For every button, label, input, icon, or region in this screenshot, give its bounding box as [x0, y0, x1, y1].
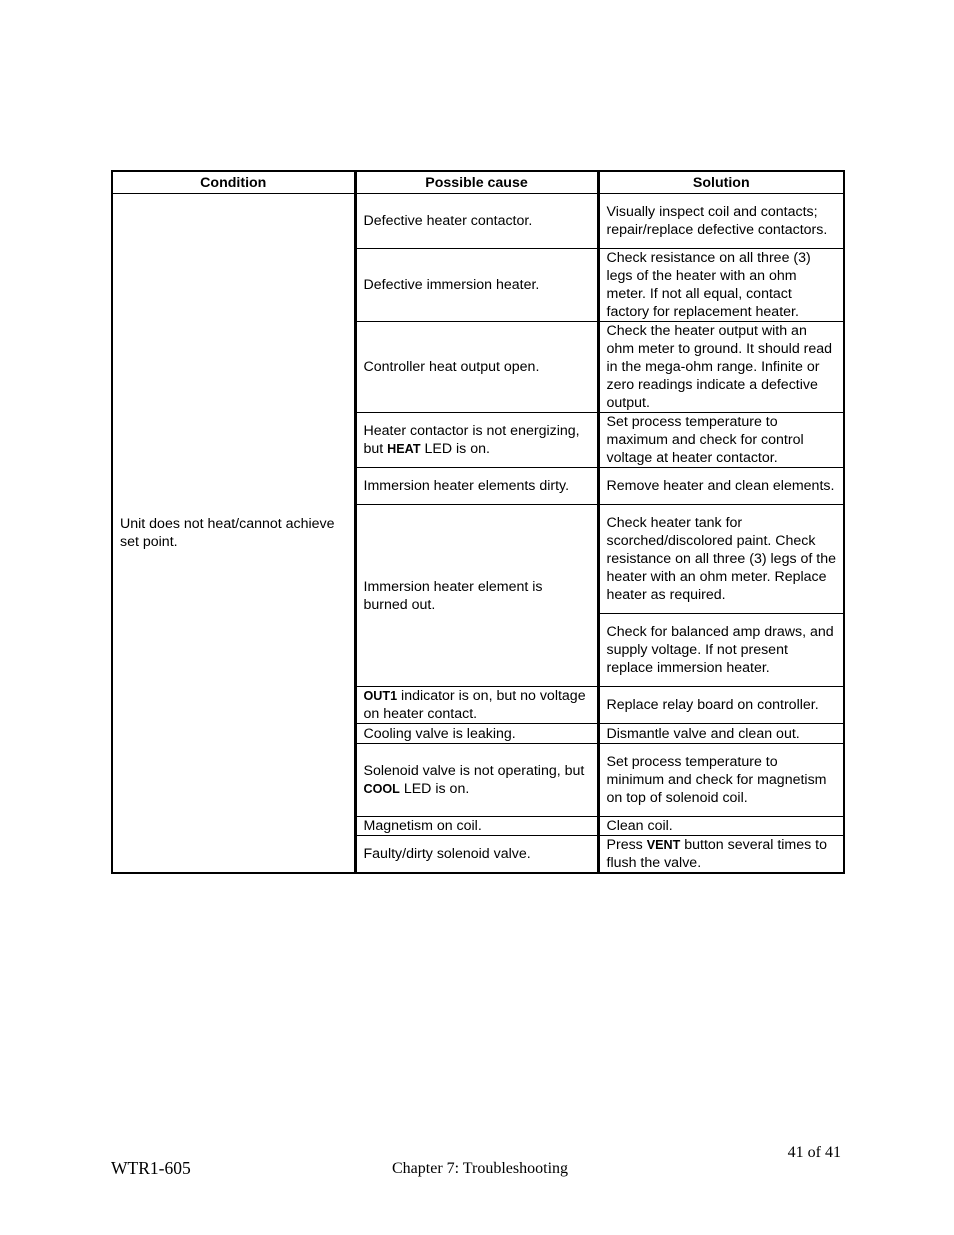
solution-cell: Set process temperature to maximum and check for control voltage at heater contactor.	[598, 413, 844, 468]
solution-cell: Visually inspect coil and contacts; repair/replace defective contactors.	[598, 194, 844, 249]
footer-document-id: WTR1-605	[111, 1158, 191, 1178]
vent-button-label: VENT	[646, 838, 681, 852]
cause-cell: Faulty/dirty solenoid valve.	[355, 836, 598, 874]
cause-cell: Controller heat output open.	[355, 322, 598, 413]
cause-cell: Magnetism on coil.	[355, 817, 598, 836]
solution-cell: Set process temperature to minimum and check for magnetism on top of solenoid coil.	[598, 744, 844, 817]
cause-text: indicator is on, but no voltage on heater contact.	[363, 688, 586, 722]
solution-cell: Check for balanced amp draws, and supply voltage. If not present replace immersion heater.	[598, 614, 844, 687]
cause-cell	[355, 413, 598, 468]
cause-text: Solenoid valve is not operating, but	[363, 763, 585, 779]
solution-cell: Check resistance on all three (3) legs of the heater with an ohm meter. If not all equal, contact factory for replacement heater.	[598, 249, 844, 322]
cause-cell	[355, 744, 598, 817]
footer-page-number: 41 of 41	[787, 1144, 841, 1161]
solution-cell	[598, 836, 844, 874]
cause-cell: Immersion heater elements dirty.	[355, 468, 598, 505]
solution-cell: Replace relay board on controller.	[598, 687, 844, 724]
header-solution: Solution	[598, 171, 844, 194]
table-row	[112, 194, 844, 249]
out1-indicator-label: OUT1	[363, 689, 398, 703]
cause-text: LED is on.	[420, 441, 490, 457]
cause-text: Heater contactor is not energizing, but	[363, 423, 580, 457]
troubleshooting-table	[111, 170, 845, 874]
cause-cell: Defective heater contactor.	[355, 194, 598, 249]
solution-cell: Clean coil.	[598, 817, 844, 836]
heat-led-label: HEAT	[387, 442, 421, 456]
solution-cell: Remove heater and clean elements.	[598, 468, 844, 505]
cause-cell: Immersion heater element is burned out.	[355, 505, 598, 687]
cool-led-label: COOL	[363, 782, 400, 796]
cause-text: LED is on.	[399, 781, 470, 797]
solution-cell: Check heater tank for scorched/discolored paint. Check resistance on all three (3) legs of the heater with an ohm meter. Replace heater as required.	[598, 505, 844, 614]
cause-cell: Defective immersion heater.	[355, 249, 598, 322]
solution-text: Press	[606, 837, 647, 853]
cause-cell: Cooling valve is leaking.	[355, 724, 598, 744]
condition-cell: Unit does not heat/cannot achieve set point.	[112, 194, 355, 874]
footer-chapter-title: Chapter 7: Troubleshooting	[392, 1160, 569, 1177]
solution-cell: Dismantle valve and clean out.	[598, 724, 844, 744]
table-header-row	[112, 171, 844, 194]
solution-cell: Check the heater output with an ohm meter to ground. It should read in the mega-ohm range. Infinite or zero readings indicate a defective output.	[598, 322, 844, 413]
header-possible-cause: Possible cause	[355, 171, 598, 194]
cause-cell	[355, 687, 598, 724]
header-condition: Condition	[112, 171, 355, 194]
solution-text: button several times to flush the valve.	[606, 837, 827, 871]
